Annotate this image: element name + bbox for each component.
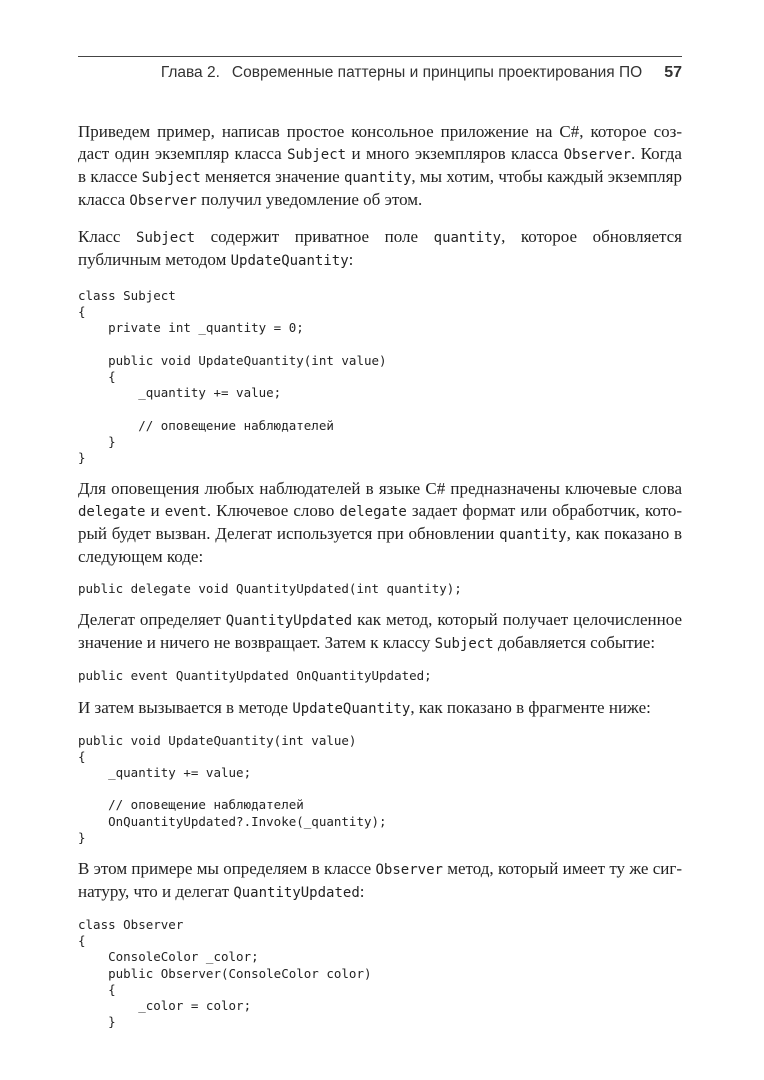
code-line: OnQuantityUpdated?.Invoke(_quantity); (78, 813, 387, 829)
code-block-subject-class (78, 288, 682, 466)
text-run: В этом примере мы определяем в классе (78, 859, 376, 879)
text-run: добавляется событие: (493, 633, 656, 653)
text-run: содержит приватное поле (195, 227, 434, 246)
code-line: } (78, 829, 86, 845)
paragraph-delegate-event (78, 478, 682, 568)
chapter-title: Современные паттерны и принципы проектирования ПО (231, 64, 643, 81)
code-line: _quantity += value; (78, 385, 282, 401)
text-run: , которое обновляется публичным методом (78, 227, 682, 269)
code-line: class Subject (78, 288, 176, 303)
text-run: : (359, 882, 365, 902)
code-line: ConsoleColor _color; (78, 949, 259, 965)
code-line: } (78, 1014, 116, 1030)
code-line: { (78, 981, 116, 997)
running-header (78, 56, 682, 88)
code-line: _quantity += value; (78, 765, 252, 781)
text-run: Приведем пример, написав простое консольное приложение на C#, которое соз-даст один экземпляр класса (78, 122, 682, 163)
text-run: , мы хотим, чтобы каждый экземпляр класса (78, 167, 682, 209)
paragraph-delegate-definition (78, 609, 682, 655)
inline-code: quantity (343, 170, 412, 186)
inline-code: QuantityUpdated (225, 613, 353, 630)
code-line: public event QuantityUpdated OnQuantityUpdated; (78, 668, 432, 684)
inline-code: UpdateQuantity (292, 700, 411, 717)
code-block-event-declaration (78, 668, 682, 684)
inline-code: Observer (563, 147, 631, 163)
text-run: : (348, 250, 354, 269)
code-line: { (78, 304, 86, 320)
text-run: получил уведомление об этом. (196, 190, 423, 209)
inline-code: Subject (141, 170, 201, 186)
inline-code: delegate (339, 504, 407, 521)
text-run: как метод, который получает целочисленное значение и ничего не возвращает. Затем к классу (78, 610, 683, 653)
inline-code: QuantityUpdated (233, 885, 360, 902)
code-line: private int _quantity = 0; (78, 320, 304, 336)
text-run: Класс (78, 227, 137, 246)
inline-code: Observer (129, 193, 197, 209)
text-run: И затем вызывается в методе (78, 697, 293, 717)
inline-code: quantity (433, 230, 502, 246)
text-run: метод, который имеет ту же сиг-натуру, что и делегат (78, 859, 682, 902)
code-line: class Observer (78, 917, 184, 933)
code-line (78, 401, 682, 417)
code-line: } (78, 450, 86, 465)
text-run: меняется значение (200, 167, 344, 186)
code-line: _color = color; (78, 998, 252, 1014)
inline-code: delegate (78, 504, 146, 521)
inline-code: Subject (136, 230, 196, 246)
book-page (78, 56, 682, 1030)
code-line: public void UpdateQuantity(int value) (78, 732, 357, 748)
chapter-label: Глава 2. (160, 64, 220, 81)
code-line: public delegate void QuantityUpdated(int quantity); (78, 581, 462, 597)
code-line (78, 781, 682, 797)
text-run: задает формат или обработчик, кото-рый будет вызван. Делегат используется при обновлении (78, 501, 682, 544)
text-run: Для оповещения любых наблюдателей в языке C# предназначены ключевые слова (78, 479, 682, 499)
inline-code: event (164, 504, 207, 521)
inline-code: UpdateQuantity (230, 253, 349, 269)
code-block-delegate-declaration (78, 581, 682, 597)
code-block-observer-class (78, 917, 682, 1030)
code-line: public void UpdateQuantity(int value) (78, 352, 387, 368)
page-number: 57 (664, 64, 682, 81)
text-run: , как показано в фрагменте ниже: (410, 697, 651, 717)
text-run: Делегат определяет (78, 610, 226, 630)
inline-code: quantity (499, 527, 567, 544)
code-line: public Observer(ConsoleColor color) (78, 965, 372, 981)
text-run: и (145, 501, 165, 521)
inline-code: Observer (375, 862, 443, 879)
paragraph-observer-method (78, 858, 682, 904)
code-line: { (78, 748, 86, 764)
code-line: // оповещение наблюдателей (78, 797, 304, 813)
inline-code: Subject (434, 636, 494, 653)
code-line: { (78, 369, 116, 384)
paragraph-subject-field (78, 226, 682, 272)
text-run: . Ключевое слово (206, 501, 340, 521)
text-run: и много экземпляров класса (346, 144, 564, 163)
code-line: { (78, 933, 86, 949)
code-line: // оповещение наблюдателей (78, 417, 334, 433)
paragraph-intro (78, 121, 682, 212)
code-line (78, 337, 682, 353)
code-line: } (78, 433, 116, 449)
inline-code: Subject (287, 147, 347, 163)
paragraph-event-invoke (78, 697, 682, 720)
text-run: , как показано в следующем коде: (78, 524, 682, 567)
code-block-update-quantity (78, 733, 682, 846)
text-run: . Когда в классе (78, 144, 682, 186)
